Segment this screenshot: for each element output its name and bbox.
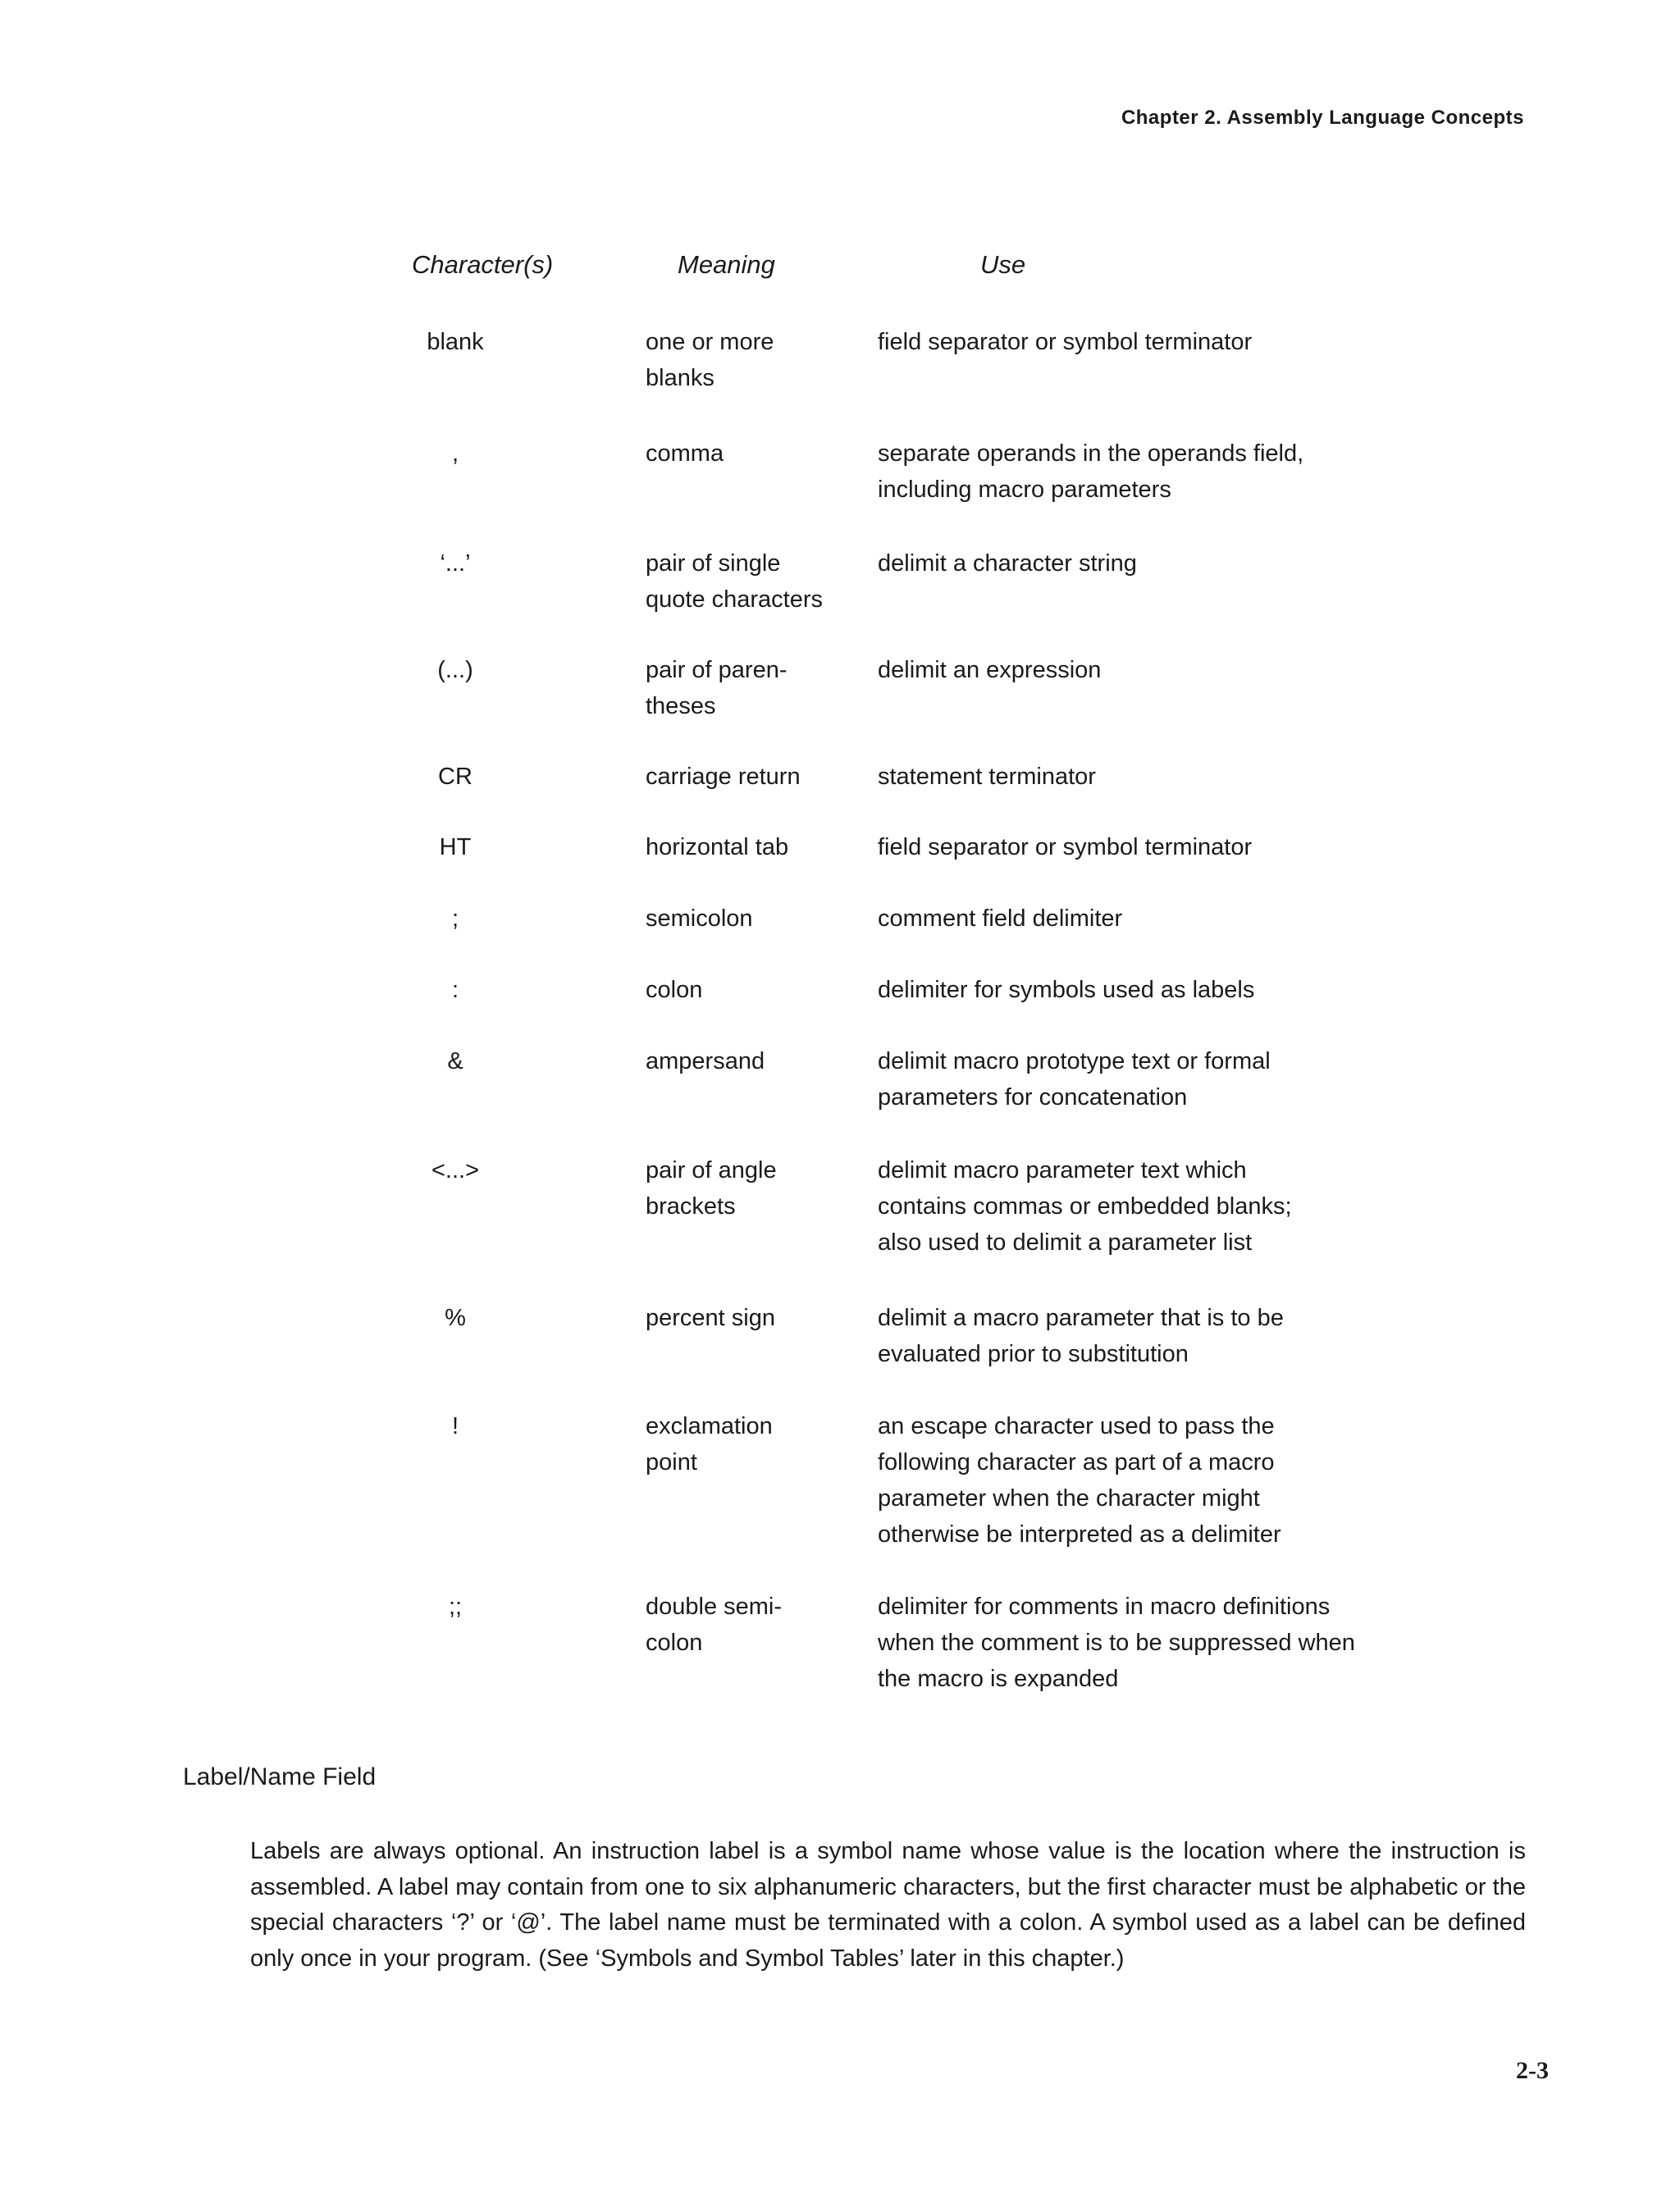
row-meaning: ampersand bbox=[646, 1048, 765, 1074]
row-character: HT bbox=[439, 834, 472, 860]
row-use: field separator or symbol terminator bbox=[878, 834, 1253, 860]
row-use: statement terminator bbox=[878, 764, 1096, 790]
row-meaning: double semi- colon bbox=[646, 1594, 783, 1656]
row-use: field separator or symbol terminator bbox=[878, 329, 1253, 355]
row-meaning: carriage return bbox=[646, 764, 801, 790]
row-meaning: horizontal tab bbox=[646, 834, 789, 860]
row-meaning: pair of single quote characters bbox=[646, 550, 824, 613]
row-use: separate operands in the operands field, including macro parameters bbox=[878, 440, 1304, 503]
row-meaning: semicolon bbox=[646, 905, 753, 932]
row-character: blank bbox=[427, 329, 484, 355]
row-use: delimit macro prototype text or formal parameters for concatenation bbox=[878, 1048, 1271, 1111]
column-header-meaning: Meaning bbox=[678, 250, 775, 279]
delimiter-table bbox=[0, 250, 1680, 1692]
row-character: ; bbox=[451, 905, 459, 932]
row-character: , bbox=[451, 440, 459, 467]
row-use: delimit a macro parameter that is to be evaluated prior to substitution bbox=[878, 1305, 1284, 1367]
row-character: ;; bbox=[448, 1594, 463, 1620]
page-number: 2-3 bbox=[1516, 2057, 1549, 2084]
row-use: an escape character used to pass the following character as part of a macro parameter when the character might otherwise be interpreted as a delimiter bbox=[878, 1413, 1281, 1548]
row-meaning: percent sign bbox=[646, 1305, 775, 1331]
row-use: delimiter for comments in macro definitions when the comment is to be suppressed when the macro is expanded bbox=[878, 1594, 1355, 1692]
row-use: delimit a character string bbox=[878, 550, 1137, 577]
table-header bbox=[0, 250, 1680, 299]
column-header-use: Use bbox=[980, 250, 1026, 279]
row-use: delimiter for symbols used as labels bbox=[878, 977, 1255, 1003]
section-paragraph: Labels are always optional. An instruction label is a symbol name whose value is the location where the instruction is assembled. A label may contain from one to six alphanumeric characters, but the first character must be alphabetic or the special characters ‘?’ or ‘@’. The label name must be terminated with a colon. A symbol used as a label can be defined only once in your program. (See ‘Symbols and Symbol Tables’ later in this chapter.) bbox=[250, 1838, 1526, 1972]
row-meaning: pair of paren- theses bbox=[646, 657, 788, 719]
row-use: delimit macro parameter text which contains commas or embedded blanks; also used to delimit a parameter list bbox=[878, 1157, 1292, 1256]
section-heading: Label/Name Field bbox=[183, 1763, 377, 1790]
row-use: comment field delimiter bbox=[878, 905, 1123, 932]
column-header-character: Character(s) bbox=[412, 250, 554, 279]
row-character: % bbox=[445, 1305, 466, 1331]
row-character: CR bbox=[438, 764, 472, 790]
row-meaning: colon bbox=[646, 977, 703, 1003]
row-character: (...) bbox=[437, 657, 473, 683]
row-character: & bbox=[447, 1048, 463, 1074]
row-meaning: pair of angle brackets bbox=[646, 1157, 777, 1220]
row-character: : bbox=[451, 977, 459, 1003]
row-meaning: exclamation point bbox=[646, 1413, 773, 1475]
running-head: Chapter 2. Assembly Language Concepts bbox=[1121, 107, 1524, 129]
row-use: delimit an expression bbox=[878, 657, 1102, 683]
row-character: <...> bbox=[431, 1157, 480, 1184]
row-character: ! bbox=[451, 1413, 459, 1439]
row-meaning: one or more blanks bbox=[646, 329, 774, 391]
row-character: ‘...’ bbox=[440, 550, 471, 577]
row-meaning: comma bbox=[646, 440, 724, 467]
